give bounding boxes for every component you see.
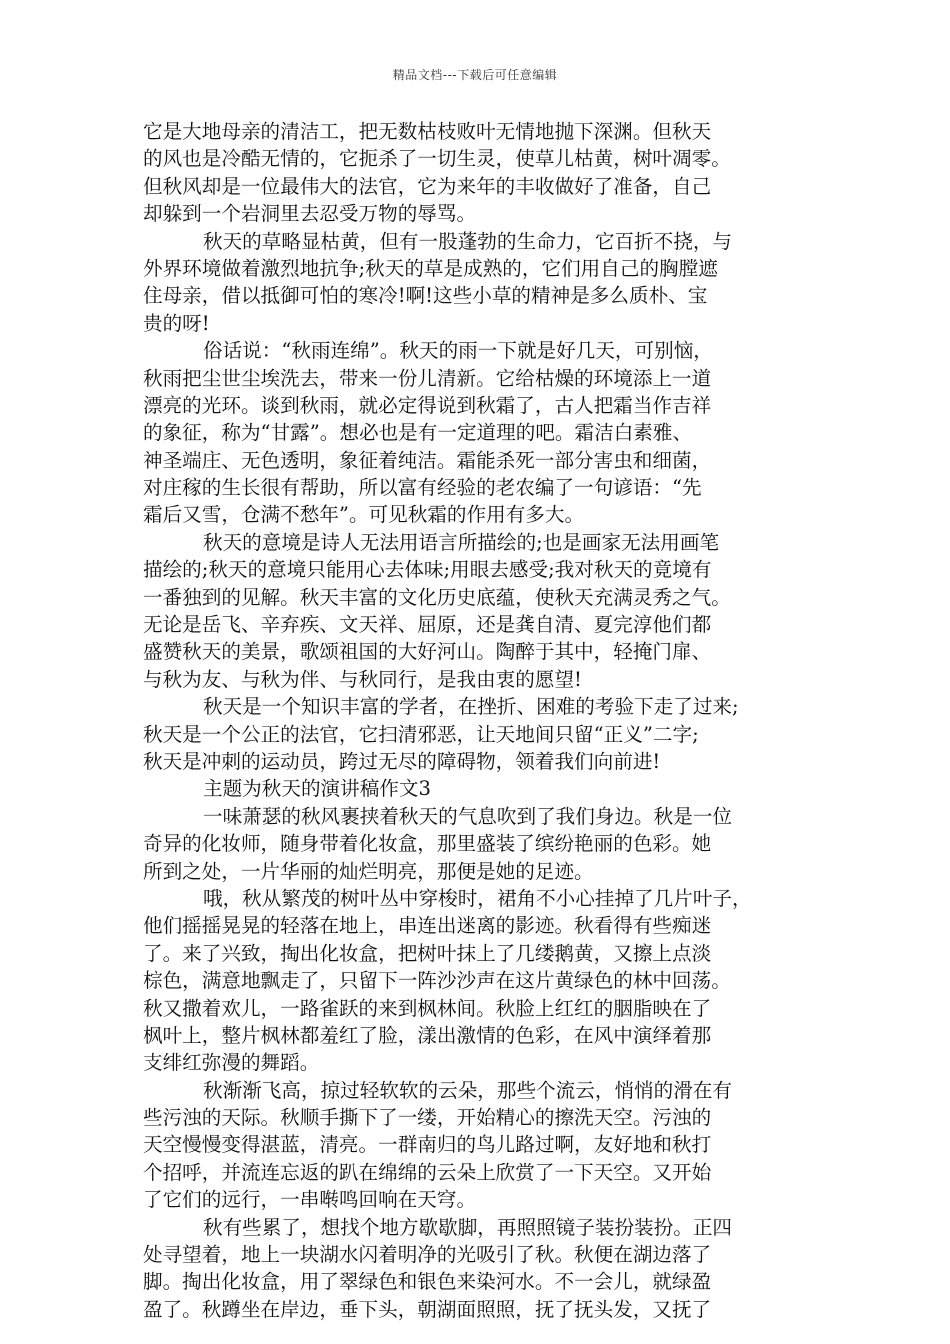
text-line: 它是大地母亲的清洁工，把无数枯枝败叶无情地抛下深渊。但秋天: [143, 120, 712, 143]
text-line: 哦，秋从繁茂的树叶丛中穿梭时，裙角不小心挂掉了几片叶子，: [203, 886, 752, 910]
text-line: 一味萧瑟的秋风裹挟着秋天的气息吹到了我们身边。秋是一位: [203, 804, 733, 828]
text-line: 秋又撒着欢儿，一路雀跃的来到枫林间。秋脸上红红的胭脂映在了: [143, 996, 712, 1020]
text-line: 一番独到的见解。秋天丰富的文化历史底蕴，使秋天充满灵秀之气。: [143, 585, 731, 609]
text-line: 支绯红弥漫的舞蹈。: [143, 1051, 320, 1075]
text-line: 对庄稼的生长很有帮助，所以富有经验的老农编了一句谚语：“先: [143, 476, 702, 500]
text-line: 枫叶上，整片枫林都羞红了脸，漾出激情的色彩，在风中演绎着那: [143, 1023, 712, 1047]
text-line: 奇异的化妆师，随身带着化妆盒，那里盛装了缤纷艳丽的色彩。她: [143, 832, 712, 856]
text-line: 秋天的草略显枯黄，但有一股蓬勃的生命力，它百折不挠，与: [203, 229, 733, 253]
text-line: 所到之处，一片华丽的灿烂明亮，那便是她的足迹。: [143, 859, 594, 883]
text-line: 神圣端庄、无色透明，象征着纯洁。霜能杀死一部分害虫和细菌，: [143, 448, 712, 472]
text-line: 秋天是一个知识丰富的学者，在挫折、困难的考验下走了过来;: [203, 695, 739, 719]
text-line: 了它们的远行，一串啭鸣回响在天穹。: [143, 1188, 477, 1212]
text-line: 了。来了兴致，掏出化妆盒，把树叶抹上了几缕鹅黄，又擦上点淡: [143, 941, 712, 965]
text-line: 个招呼，并流连忘返的趴在绵绵的云朵上欣赏了一下天空。又开始: [143, 1160, 712, 1184]
text-line: 贵的呀!: [143, 311, 210, 335]
text-line: 的象征，称为“甘露”。想必也是有一定道理的吧。霜洁白素雅、: [143, 421, 693, 445]
text-line: 秋天的意境是诗人无法用语言所描绘的;也是画家无法用画笔: [203, 530, 720, 554]
text-line: 脚。掏出化妆盒，用了翠绿色和银色来染河水。不一会儿，就绿盈: [143, 1270, 712, 1294]
text-line: 描绘的;秋天的意境只能用心去体味;用眼去感受;我对秋天的竟境有: [143, 558, 712, 582]
text-line: 秋天是冲刺的运动员，跨过无尽的障碍物，领着我们向前进!: [143, 749, 661, 773]
text-line: 却躲到一个岩洞里去忍受万物的辱骂。: [143, 202, 477, 226]
text-line: 的风也是冷酷无情的，它扼杀了一切生灵，使草儿枯黄，树叶凋零。: [143, 147, 731, 171]
text-line: 住母亲，借以抵御可怕的寒冷!啊!这些小草的精神是多么质朴、宝: [143, 284, 708, 308]
text-line: 主题为秋天的演讲稿作文3: [203, 777, 431, 801]
text-line: 盈了。秋蹲坐在岸边，垂下头，朝湖面照照，抚了抚头发，又抚了: [143, 1297, 712, 1321]
text-line: 棕色，满意地飘走了，只留下一阵沙沙声在这片黄绿色的林中回荡。: [143, 969, 731, 993]
text-line: 与秋为友、与秋为伴、与秋同行，是我由衷的愿望!: [143, 667, 582, 691]
text-line: 秋天是一个公正的法官，它扫清邪恶，让天地间只留“正义”二字;: [143, 722, 699, 746]
text-line: 他们摇摇晃晃的轻落在地上，串连出迷离的影迹。秋看得有些痴迷: [143, 914, 712, 938]
text-line: 霜后又雪，仓满不愁年”。可见秋霜的作用有多大。: [143, 503, 585, 527]
text-line: 但秋风却是一位最伟大的法官，它为来年的丰收做好了准备，自己: [143, 174, 712, 198]
text-line: 秋有些累了，想找个地方歇歇脚，再照照镜子装扮装扮。正四: [203, 1215, 733, 1239]
text-line: 漂亮的光环。谈到秋雨，就必定得说到秋霜了，古人把霜当作吉祥: [143, 393, 712, 417]
text-line: 无论是岳飞、辛弃疾、文天祥、屈原，还是龚自清、夏完淳他们都: [143, 613, 712, 637]
body-text: [143, 118, 808, 1323]
text-line: 秋雨把尘世尘埃洗去，带来一份儿清新。它给枯燥的环境添上一道: [143, 366, 712, 390]
text-line: 外界环境做着激烈地抗争;秋天的草是成熟的，它们用自己的胸膛遮: [143, 256, 718, 280]
text-line: 俗话说：“秋雨连绵”。秋天的雨一下就是好几天，可别恼，: [203, 339, 713, 363]
page-header: 精品文档---下载后可任意编辑: [392, 68, 558, 82]
text-line: 些污浊的天际。秋顺手撕下了一缕，开始精心的擦洗天空。污浊的: [143, 1106, 712, 1130]
text-line: 盛赞秋天的美景，歌颂祖国的大好河山。陶醉于其中，轻掩门扉、: [143, 640, 712, 664]
text-line: 秋渐渐飞高，掠过轻软软的云朵，那些个流云，悄悄的滑在有: [203, 1078, 733, 1102]
text-line: 天空慢慢变得湛蓝，清亮。一群南归的鸟儿路过啊，友好地和秋打: [143, 1133, 712, 1157]
text-line: 处寻望着，地上一块湖水闪着明净的光吸引了秋。秋便在湖边落了: [143, 1243, 712, 1267]
